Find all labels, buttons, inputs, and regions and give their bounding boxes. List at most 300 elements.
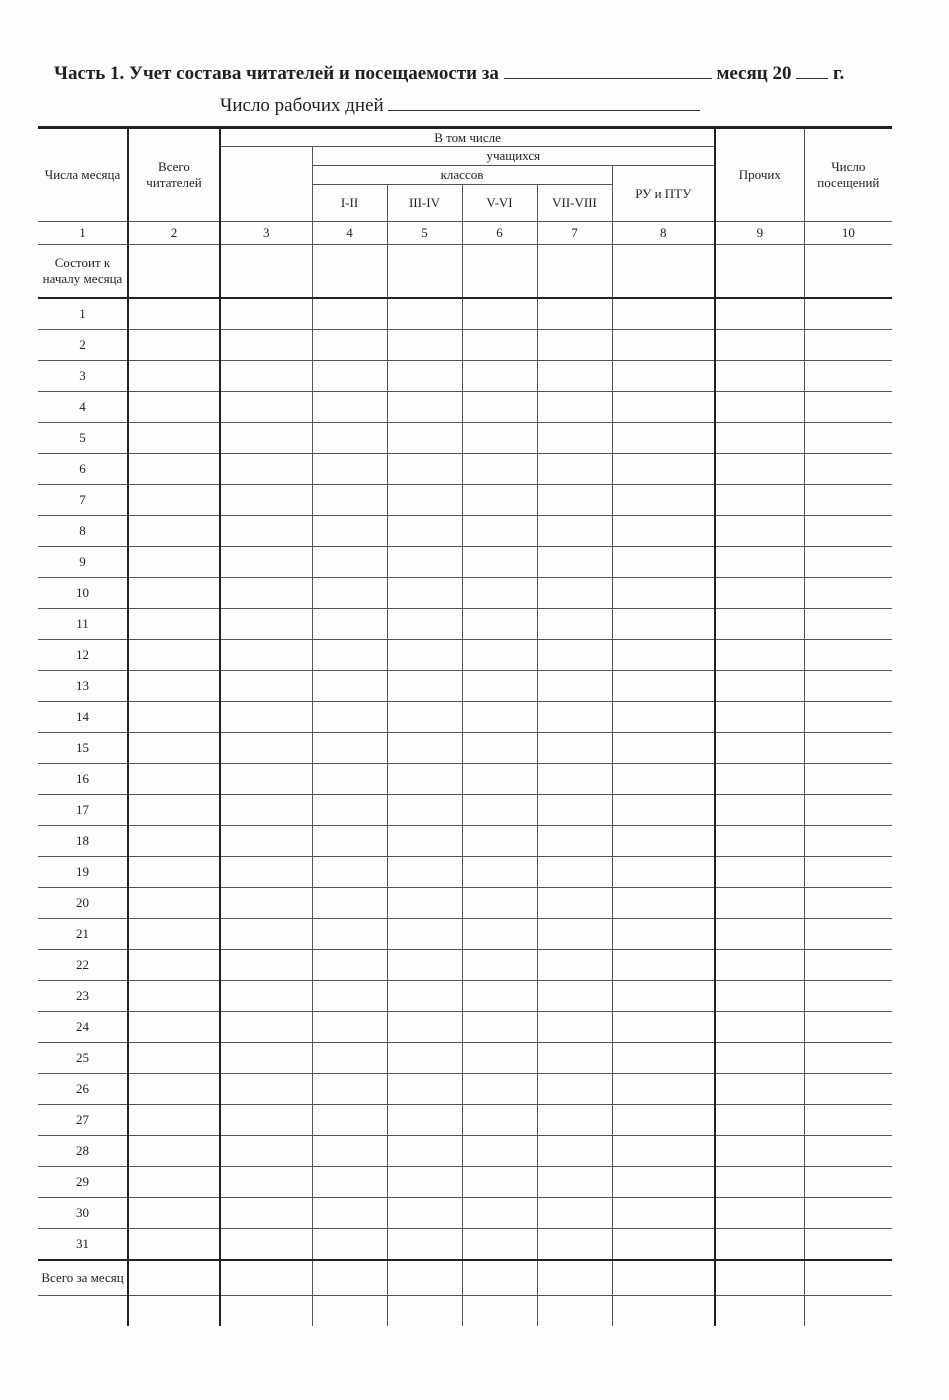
cell[interactable] — [128, 733, 220, 764]
cell[interactable] — [220, 1012, 312, 1043]
month-name-blank[interactable] — [504, 60, 712, 79]
cell[interactable] — [312, 919, 387, 950]
cell[interactable] — [462, 1012, 537, 1043]
cell[interactable] — [387, 733, 462, 764]
cell[interactable] — [128, 671, 220, 702]
cell[interactable] — [715, 1260, 804, 1296]
cell[interactable] — [220, 640, 312, 671]
cell[interactable] — [612, 392, 715, 423]
cell[interactable] — [715, 298, 804, 330]
cell[interactable] — [612, 1136, 715, 1167]
cell[interactable] — [220, 1229, 312, 1261]
cell[interactable] — [612, 1296, 715, 1327]
cell[interactable] — [462, 1198, 537, 1229]
cell[interactable] — [312, 361, 387, 392]
cell[interactable] — [804, 1296, 892, 1327]
cell[interactable] — [128, 826, 220, 857]
cell[interactable] — [128, 423, 220, 454]
cell[interactable] — [387, 245, 462, 299]
cell[interactable] — [387, 1074, 462, 1105]
cell[interactable] — [312, 981, 387, 1012]
cell[interactable] — [804, 1229, 892, 1261]
cell[interactable] — [537, 733, 612, 764]
cell[interactable] — [715, 330, 804, 361]
cell[interactable] — [220, 298, 312, 330]
cell[interactable] — [612, 640, 715, 671]
cell[interactable] — [462, 640, 537, 671]
cell[interactable] — [387, 919, 462, 950]
cell[interactable] — [128, 361, 220, 392]
cell[interactable] — [462, 578, 537, 609]
cell[interactable] — [128, 298, 220, 330]
cell[interactable] — [312, 671, 387, 702]
cell[interactable] — [715, 485, 804, 516]
cell[interactable] — [462, 298, 537, 330]
cell[interactable] — [715, 671, 804, 702]
cell[interactable] — [537, 857, 612, 888]
cell[interactable] — [312, 857, 387, 888]
cell[interactable] — [715, 1198, 804, 1229]
cell[interactable] — [804, 702, 892, 733]
cell[interactable] — [312, 245, 387, 299]
cell[interactable] — [220, 547, 312, 578]
cell[interactable] — [128, 245, 220, 299]
cell[interactable] — [715, 1074, 804, 1105]
cell[interactable] — [715, 1105, 804, 1136]
cell[interactable] — [804, 361, 892, 392]
cell[interactable] — [612, 795, 715, 826]
cell[interactable] — [804, 857, 892, 888]
cell[interactable] — [312, 826, 387, 857]
cell[interactable] — [462, 1136, 537, 1167]
cell[interactable] — [715, 609, 804, 640]
cell[interactable] — [387, 671, 462, 702]
cell[interactable] — [387, 1043, 462, 1074]
cell[interactable] — [612, 888, 715, 919]
cell[interactable] — [612, 702, 715, 733]
cell[interactable] — [715, 245, 804, 299]
cell[interactable] — [715, 578, 804, 609]
cell[interactable] — [537, 1074, 612, 1105]
cell[interactable] — [312, 454, 387, 485]
cell[interactable] — [537, 764, 612, 795]
cell[interactable] — [715, 1167, 804, 1198]
cell[interactable] — [387, 702, 462, 733]
cell[interactable] — [715, 857, 804, 888]
cell[interactable] — [612, 733, 715, 764]
working-days-blank[interactable] — [388, 92, 700, 111]
cell[interactable] — [537, 702, 612, 733]
cell[interactable] — [537, 1012, 612, 1043]
cell[interactable] — [220, 1074, 312, 1105]
cell[interactable] — [220, 245, 312, 299]
cell[interactable] — [312, 392, 387, 423]
cell[interactable] — [537, 330, 612, 361]
cell[interactable] — [387, 795, 462, 826]
cell[interactable] — [387, 578, 462, 609]
cell[interactable] — [128, 857, 220, 888]
cell[interactable] — [462, 547, 537, 578]
cell[interactable] — [462, 1260, 537, 1296]
cell[interactable] — [612, 423, 715, 454]
cell[interactable] — [537, 919, 612, 950]
cell[interactable] — [312, 609, 387, 640]
cell[interactable] — [387, 764, 462, 795]
cell[interactable] — [312, 1260, 387, 1296]
cell[interactable] — [715, 795, 804, 826]
cell[interactable] — [612, 547, 715, 578]
cell[interactable] — [612, 857, 715, 888]
cell[interactable] — [387, 1198, 462, 1229]
cell[interactable] — [715, 950, 804, 981]
cell[interactable] — [804, 1105, 892, 1136]
cell[interactable] — [715, 1296, 804, 1327]
cell[interactable] — [804, 392, 892, 423]
cell[interactable] — [804, 1260, 892, 1296]
cell[interactable] — [537, 245, 612, 299]
cell[interactable] — [537, 1105, 612, 1136]
cell[interactable] — [128, 609, 220, 640]
cell[interactable] — [128, 1012, 220, 1043]
cell[interactable] — [462, 702, 537, 733]
cell[interactable] — [387, 1167, 462, 1198]
cell[interactable] — [220, 764, 312, 795]
cell[interactable] — [312, 1136, 387, 1167]
cell[interactable] — [537, 640, 612, 671]
cell[interactable] — [462, 1167, 537, 1198]
cell[interactable] — [128, 1167, 220, 1198]
cell[interactable] — [462, 609, 537, 640]
cell[interactable] — [128, 392, 220, 423]
cell[interactable] — [387, 1136, 462, 1167]
cell[interactable] — [804, 1074, 892, 1105]
cell[interactable] — [220, 454, 312, 485]
cell[interactable] — [612, 950, 715, 981]
cell[interactable] — [715, 919, 804, 950]
cell[interactable] — [220, 671, 312, 702]
cell[interactable] — [312, 330, 387, 361]
cell[interactable] — [612, 1012, 715, 1043]
cell[interactable] — [537, 1260, 612, 1296]
cell[interactable] — [715, 702, 804, 733]
cell[interactable] — [462, 671, 537, 702]
cell[interactable] — [387, 981, 462, 1012]
cell[interactable] — [220, 578, 312, 609]
cell[interactable] — [612, 609, 715, 640]
cell[interactable] — [128, 1260, 220, 1296]
cell[interactable] — [312, 1012, 387, 1043]
cell[interactable] — [220, 826, 312, 857]
cell[interactable] — [612, 245, 715, 299]
cell[interactable] — [387, 298, 462, 330]
cell[interactable] — [128, 1136, 220, 1167]
cell[interactable] — [220, 795, 312, 826]
cell[interactable] — [220, 1296, 312, 1327]
cell[interactable] — [612, 454, 715, 485]
cell[interactable] — [804, 1198, 892, 1229]
cell[interactable] — [715, 454, 804, 485]
cell[interactable] — [715, 392, 804, 423]
cell[interactable] — [387, 640, 462, 671]
cell[interactable] — [715, 1043, 804, 1074]
cell[interactable] — [387, 950, 462, 981]
cell[interactable] — [462, 516, 537, 547]
cell[interactable] — [537, 609, 612, 640]
cell[interactable] — [804, 950, 892, 981]
cell[interactable] — [537, 1198, 612, 1229]
cell[interactable] — [612, 1074, 715, 1105]
cell[interactable] — [537, 423, 612, 454]
cell[interactable] — [128, 950, 220, 981]
cell[interactable] — [537, 361, 612, 392]
cell[interactable] — [804, 826, 892, 857]
cell[interactable] — [387, 888, 462, 919]
cell[interactable] — [128, 919, 220, 950]
cell[interactable] — [312, 640, 387, 671]
cell[interactable] — [312, 1074, 387, 1105]
cell[interactable] — [612, 764, 715, 795]
cell[interactable] — [537, 888, 612, 919]
cell[interactable] — [715, 826, 804, 857]
cell[interactable] — [804, 1167, 892, 1198]
cell[interactable] — [715, 733, 804, 764]
cell[interactable] — [804, 764, 892, 795]
cell[interactable] — [312, 1296, 387, 1327]
cell[interactable] — [715, 764, 804, 795]
cell[interactable] — [462, 1043, 537, 1074]
cell[interactable] — [612, 1198, 715, 1229]
cell[interactable] — [128, 764, 220, 795]
cell[interactable] — [612, 826, 715, 857]
cell[interactable] — [312, 702, 387, 733]
cell[interactable] — [804, 981, 892, 1012]
cell[interactable] — [804, 1012, 892, 1043]
cell[interactable] — [462, 245, 537, 299]
cell[interactable] — [312, 795, 387, 826]
cell[interactable] — [312, 547, 387, 578]
cell[interactable] — [804, 609, 892, 640]
cell[interactable] — [387, 826, 462, 857]
cell[interactable] — [537, 795, 612, 826]
cell[interactable] — [462, 1229, 537, 1261]
cell[interactable] — [612, 1105, 715, 1136]
cell[interactable] — [220, 919, 312, 950]
cell[interactable] — [715, 981, 804, 1012]
cell[interactable] — [220, 1198, 312, 1229]
cell[interactable] — [804, 330, 892, 361]
cell[interactable] — [715, 888, 804, 919]
cell[interactable] — [804, 547, 892, 578]
cell[interactable] — [312, 1229, 387, 1261]
cell[interactable] — [312, 1198, 387, 1229]
cell[interactable] — [220, 1136, 312, 1167]
cell[interactable] — [612, 1043, 715, 1074]
cell[interactable] — [387, 1229, 462, 1261]
cell[interactable] — [312, 578, 387, 609]
cell[interactable] — [387, 516, 462, 547]
cell[interactable] — [715, 1136, 804, 1167]
cell[interactable] — [612, 1229, 715, 1261]
cell[interactable] — [715, 1012, 804, 1043]
cell[interactable] — [462, 764, 537, 795]
cell[interactable] — [220, 981, 312, 1012]
cell[interactable] — [612, 578, 715, 609]
cell[interactable] — [715, 361, 804, 392]
cell[interactable] — [462, 919, 537, 950]
cell[interactable] — [462, 950, 537, 981]
cell[interactable] — [537, 298, 612, 330]
cell[interactable] — [804, 516, 892, 547]
cell[interactable] — [128, 1198, 220, 1229]
cell[interactable] — [312, 764, 387, 795]
cell[interactable] — [804, 578, 892, 609]
cell[interactable] — [462, 392, 537, 423]
cell[interactable] — [715, 547, 804, 578]
cell[interactable] — [312, 1105, 387, 1136]
cell[interactable] — [220, 361, 312, 392]
cell[interactable] — [804, 423, 892, 454]
cell[interactable] — [387, 609, 462, 640]
cell[interactable] — [387, 392, 462, 423]
cell[interactable] — [462, 826, 537, 857]
cell[interactable] — [128, 516, 220, 547]
cell[interactable] — [220, 857, 312, 888]
cell[interactable] — [387, 1105, 462, 1136]
cell[interactable] — [128, 888, 220, 919]
cell[interactable] — [537, 516, 612, 547]
cell[interactable] — [220, 330, 312, 361]
cell[interactable] — [462, 361, 537, 392]
cell[interactable] — [804, 640, 892, 671]
cell[interactable] — [612, 330, 715, 361]
cell[interactable] — [537, 1136, 612, 1167]
cell[interactable] — [128, 454, 220, 485]
cell[interactable] — [612, 516, 715, 547]
cell[interactable] — [612, 1167, 715, 1198]
cell[interactable] — [462, 1296, 537, 1327]
cell[interactable] — [312, 950, 387, 981]
cell[interactable] — [462, 454, 537, 485]
cell[interactable] — [537, 981, 612, 1012]
cell[interactable] — [220, 423, 312, 454]
cell[interactable] — [220, 1105, 312, 1136]
cell[interactable] — [804, 888, 892, 919]
cell[interactable] — [462, 795, 537, 826]
cell[interactable] — [312, 1043, 387, 1074]
cell[interactable] — [715, 640, 804, 671]
cell[interactable] — [804, 671, 892, 702]
cell[interactable] — [387, 454, 462, 485]
cell[interactable] — [220, 1043, 312, 1074]
cell[interactable] — [387, 1260, 462, 1296]
cell[interactable] — [128, 330, 220, 361]
cell[interactable] — [537, 392, 612, 423]
cell[interactable] — [715, 1229, 804, 1261]
cell[interactable] — [715, 516, 804, 547]
cell[interactable] — [312, 516, 387, 547]
cell[interactable] — [462, 330, 537, 361]
cell[interactable] — [387, 330, 462, 361]
cell[interactable] — [220, 950, 312, 981]
cell[interactable] — [462, 1074, 537, 1105]
cell[interactable] — [220, 516, 312, 547]
cell[interactable] — [612, 981, 715, 1012]
cell[interactable] — [537, 454, 612, 485]
cell[interactable] — [128, 640, 220, 671]
cell[interactable] — [312, 298, 387, 330]
cell[interactable] — [462, 733, 537, 764]
cell[interactable] — [128, 981, 220, 1012]
cell[interactable] — [804, 919, 892, 950]
cell[interactable] — [537, 1229, 612, 1261]
cell[interactable] — [128, 547, 220, 578]
cell[interactable] — [387, 485, 462, 516]
cell[interactable] — [537, 485, 612, 516]
cell[interactable] — [128, 702, 220, 733]
cell[interactable] — [537, 950, 612, 981]
cell[interactable] — [387, 1296, 462, 1327]
cell[interactable] — [612, 485, 715, 516]
cell[interactable] — [128, 1296, 220, 1327]
cell[interactable] — [220, 392, 312, 423]
cell[interactable] — [220, 485, 312, 516]
cell[interactable] — [220, 733, 312, 764]
cell[interactable] — [462, 857, 537, 888]
cell[interactable] — [537, 826, 612, 857]
cell[interactable] — [804, 298, 892, 330]
cell[interactable] — [537, 1296, 612, 1327]
cell[interactable] — [128, 1105, 220, 1136]
cell[interactable] — [387, 423, 462, 454]
cell[interactable] — [312, 888, 387, 919]
cell[interactable] — [612, 361, 715, 392]
cell[interactable] — [537, 578, 612, 609]
cell[interactable] — [220, 1167, 312, 1198]
cell[interactable] — [128, 485, 220, 516]
cell[interactable] — [312, 485, 387, 516]
cell[interactable] — [220, 1260, 312, 1296]
cell[interactable] — [220, 609, 312, 640]
cell[interactable] — [537, 671, 612, 702]
cell[interactable] — [537, 1043, 612, 1074]
cell[interactable] — [312, 733, 387, 764]
cell[interactable] — [387, 361, 462, 392]
cell[interactable] — [612, 671, 715, 702]
cell[interactable] — [537, 1167, 612, 1198]
cell[interactable] — [804, 733, 892, 764]
cell[interactable] — [128, 578, 220, 609]
cell[interactable] — [462, 485, 537, 516]
cell[interactable] — [804, 485, 892, 516]
cell[interactable] — [462, 981, 537, 1012]
cell[interactable] — [128, 795, 220, 826]
cell[interactable] — [804, 245, 892, 299]
cell[interactable] — [312, 1167, 387, 1198]
cell[interactable] — [462, 888, 537, 919]
cell[interactable] — [537, 547, 612, 578]
cell[interactable] — [128, 1229, 220, 1261]
cell[interactable] — [612, 919, 715, 950]
cell[interactable] — [387, 1012, 462, 1043]
year-blank[interactable] — [796, 60, 828, 79]
cell[interactable] — [312, 423, 387, 454]
cell[interactable] — [220, 702, 312, 733]
cell[interactable] — [612, 298, 715, 330]
cell[interactable] — [128, 1074, 220, 1105]
cell[interactable] — [804, 454, 892, 485]
cell[interactable] — [804, 1136, 892, 1167]
cell[interactable] — [804, 1043, 892, 1074]
